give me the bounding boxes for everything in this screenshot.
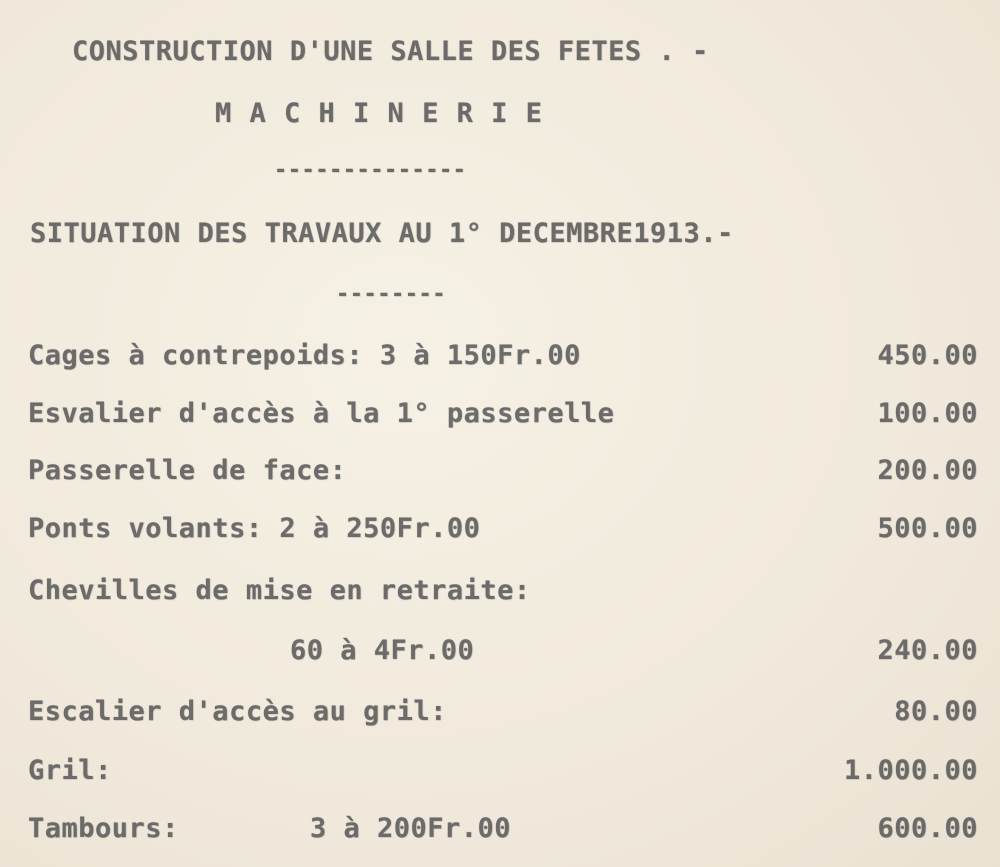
separator-rule: -------------- xyxy=(274,158,467,183)
item-detail: 3 à 200Fr.00 xyxy=(310,813,512,844)
item-amount: 80.00 xyxy=(894,696,978,727)
situation-heading: SITUATION DES TRAVAUX AU 1° DECEMBRE1913.- xyxy=(30,218,734,249)
document-title: CONSTRUCTION D'UNE SALLE DES FETES . - xyxy=(72,36,709,67)
item-label: Passerelle de face: xyxy=(28,455,347,486)
item-amount: 100.00 xyxy=(877,398,978,429)
item-amount: 500.00 xyxy=(877,513,978,544)
item-label: Ponts volants: 2 à 250Fr.00 xyxy=(28,513,481,544)
item-label: Chevilles de mise en retraite: xyxy=(28,575,531,606)
item-amount: 450.00 xyxy=(877,340,978,371)
item-amount: 1.000.00 xyxy=(843,755,978,786)
item-label: Cages à contrepoids: 3 à 150Fr.00 xyxy=(28,340,581,371)
item-label: Gril: xyxy=(28,755,112,786)
item-amount: 240.00 xyxy=(877,635,978,666)
item-label: Esvalier d'accès à la 1° passerelle xyxy=(28,398,615,429)
item-label: Tambours: xyxy=(28,813,179,844)
item-amount: 200.00 xyxy=(877,455,978,486)
separator-rule: -------- xyxy=(336,282,446,307)
document-subtitle: M A C H I N E R I E xyxy=(215,98,543,129)
item-label: 60 à 4Fr.00 xyxy=(290,635,475,666)
item-label: Escalier d'accès au gril: xyxy=(28,696,447,727)
item-amount: 600.00 xyxy=(877,813,978,844)
